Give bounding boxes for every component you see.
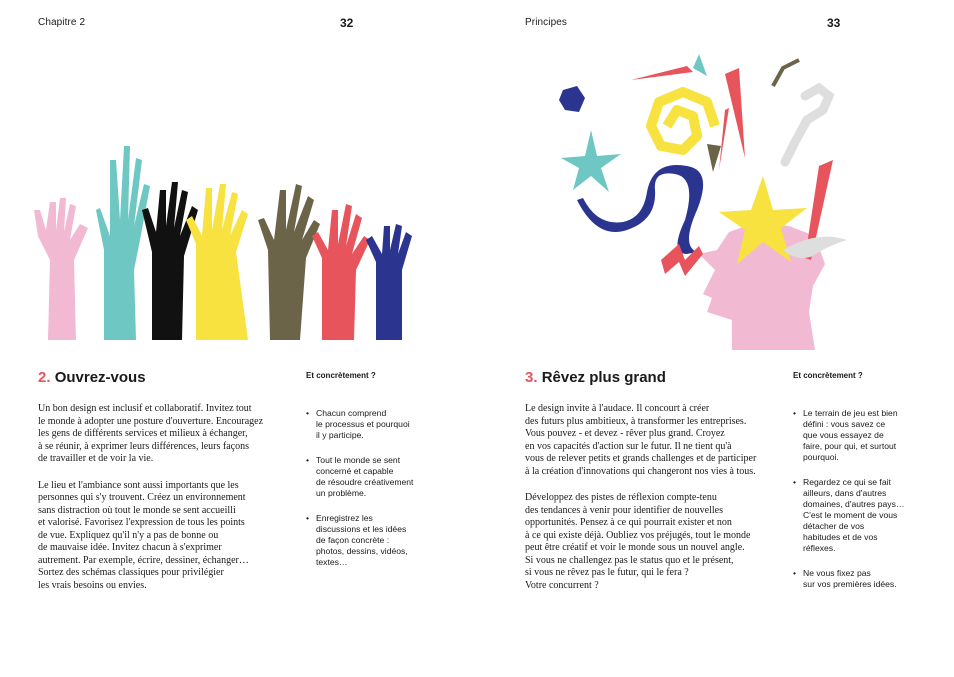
section-title xyxy=(525,369,666,386)
yellow-spiral-icon xyxy=(651,92,715,150)
teal-star-icon xyxy=(561,130,621,192)
dreaming-head-illustration xyxy=(557,50,877,350)
teal-hand-icon xyxy=(96,146,150,340)
section-title-text: Ouvrez-vous xyxy=(54,369,146,386)
bullet-item: • Enregistrez les discussions et les idées de façon concrète : photos, dessins, vidéos, textes… xyxy=(306,513,446,568)
red-hand-icon xyxy=(312,204,370,340)
pink-hand-icon xyxy=(34,198,88,340)
bullet-item: • Tout le monde se sent concerné et capable de résoudre créativement un problème. xyxy=(306,455,446,499)
bullet-list xyxy=(793,408,933,604)
section-number: 3. xyxy=(525,369,538,386)
section-title-text: Rêvez plus grand xyxy=(541,369,666,386)
bullet-item: • Le terrain de jeu est bien défini : vous savez ce que vous essayez de faire, pour qui, et surtout pourquoi. xyxy=(793,408,933,463)
concret-heading: Et concrètement ? xyxy=(793,371,863,380)
page-number: 33 xyxy=(827,16,841,30)
paragraph: Le lieu et l'ambiance sont aussi importants que les personnes qui s'y trouvent. Créez un environnement sans distraction où tout le monde se sent accueilli et valorisé. Favorisez l'expression de tous les points de vue. Expliquez qu'il n'y a pas de bonne ou de mauvaise idée. Invitez chacun à s'exprimer autrement. Par exemple, écrire, dessiner, échanger… Sortez des schémas classiques pour privilégier les vrais besoins ou envies. xyxy=(38,479,249,591)
bullet-item: • Ne vous fixez pas sur vos premières idées. xyxy=(793,568,933,590)
olive-hand-icon xyxy=(258,184,320,340)
paragraph: Le design invite à l'audace. Il concourt à créer des futurs plus ambitieux, à transformer les entreprises. Vous pouvez - et devez - rêver plus grand. Croyez en vos capacités d'action sur le futur. Il ne tient qu'à vous de relever petits et grands challenges et de participer à la création d'innovations qui changeront nos vies à tous. xyxy=(525,403,757,477)
section-number: 2. xyxy=(38,369,51,386)
teal-triangle-icon xyxy=(693,54,707,76)
right-page xyxy=(477,0,954,677)
body-text xyxy=(38,403,298,606)
grey-curl-icon xyxy=(785,88,829,162)
running-head: Principes xyxy=(525,17,568,28)
section-title xyxy=(38,369,146,386)
bullet-item: • Regardez ce qui se fait ailleurs, dans d'autres domaines, d'autres pays… C'est le moment de vous détacher de vos habitudes et de vos réflexes. xyxy=(793,477,933,554)
olive-triangle-icon xyxy=(707,144,721,172)
blue-hexagon-icon xyxy=(559,86,585,112)
black-hand-icon xyxy=(142,182,198,340)
raised-hands-illustration xyxy=(30,140,420,340)
yellow-hand-icon xyxy=(186,184,248,340)
bullet-item: • Chacun comprend le processus et pourquoi il y participe. xyxy=(306,408,446,441)
paragraph: Un bon design est inclusif et collaboratif. Invitez tout le monde à adopter une posture d'ouverture. Encouragez les gens de différents services et milieux à échanger, à se réunir, à exprimer leurs différences, leurs façons de travailler et de voir la vie. xyxy=(38,403,264,464)
blue-hand-icon xyxy=(366,224,412,340)
page-number: 32 xyxy=(340,16,354,30)
body-text xyxy=(525,403,787,606)
concret-heading: Et concrètement ? xyxy=(306,371,376,380)
running-head: Chapitre 2 xyxy=(38,17,86,28)
bullet-list xyxy=(306,408,446,582)
olive-stroke-icon xyxy=(773,60,799,86)
red-triangle-icon xyxy=(719,108,729,170)
paragraph: Développez des pistes de réflexion compte-tenu des tendances à venir pour identifier de nouvelles opportunités. Pensez à ce qui pourrait exister et non à ce qui existe déjà. Oubliez vos préjugés, tout le monde peut être créatif et voir le monde sous un nouvel angle. Si vous ne challengez pas le status quo et le présent, si vous ne rêvez pas le futur, qui le fera ? Votre concurrent ? xyxy=(525,492,751,591)
red-triangle-icon xyxy=(631,66,693,80)
